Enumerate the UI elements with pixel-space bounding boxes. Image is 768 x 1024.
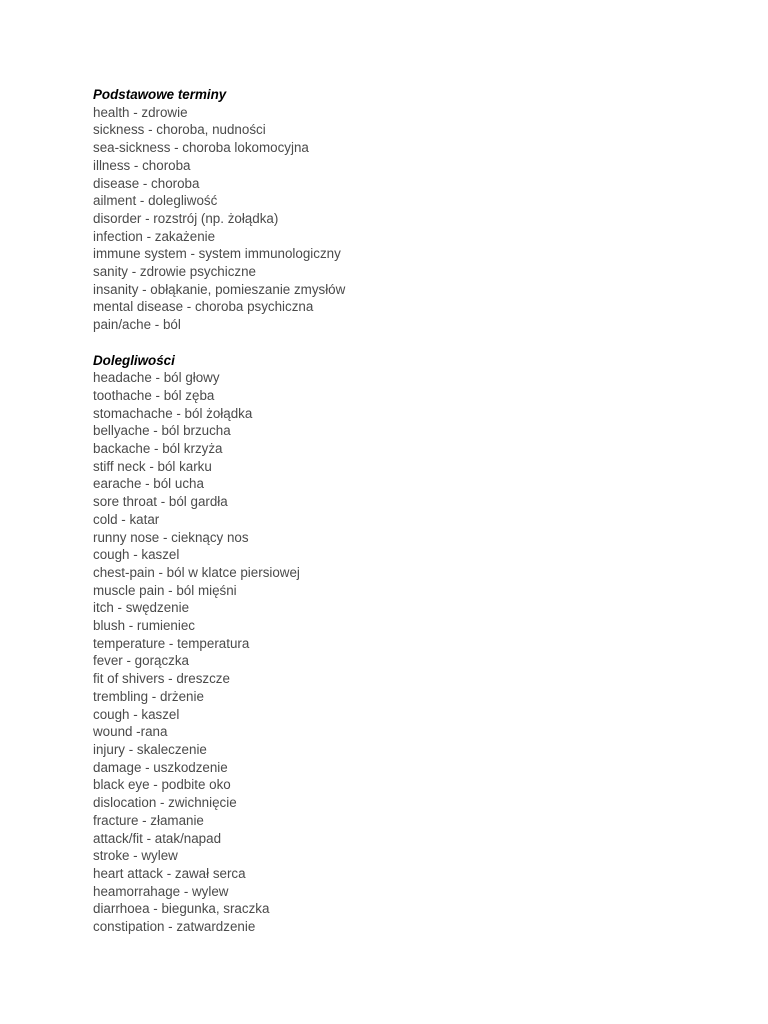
vocabulary-entry: temperature - temperatura: [93, 635, 250, 651]
vocabulary-entry: ailment - dolegliwość: [93, 193, 218, 209]
vocabulary-entry: attack/fit - atak/napad: [93, 830, 222, 846]
vocabulary-entry: bellyache - ból brzucha: [93, 423, 231, 439]
vocabulary-entry: chest-pain - ból w klatce piersiowej: [93, 564, 300, 580]
vocabulary-entry: health - zdrowie: [93, 104, 188, 120]
vocabulary-entry: heamorrahage - wylew: [93, 883, 229, 899]
vocabulary-entry: damage - uszkodzenie: [93, 759, 228, 775]
vocabulary-entry: disease - choroba: [93, 175, 200, 191]
vocabulary-entry: sea-sickness - choroba lokomocyjna: [93, 140, 309, 156]
vocabulary-entry: stroke - wylew: [93, 848, 178, 864]
vocabulary-entry: sanity - zdrowie psychiczne: [93, 264, 256, 280]
vocabulary-entry: disorder - rozstrój (np. żołądka): [93, 210, 279, 226]
section-spacer: [93, 334, 733, 352]
vocabulary-entry: stiff neck - ból karku: [93, 458, 212, 474]
vocabulary-entry: toothache - ból zęba: [93, 387, 215, 403]
vocabulary-entry: trembling - drżenie: [93, 688, 204, 704]
vocabulary-entry: immune system - system immunologiczny: [93, 246, 341, 262]
vocabulary-entry: backache - ból krzyża: [93, 441, 223, 457]
vocabulary-entry: mental disease - choroba psychiczna: [93, 299, 314, 315]
vocabulary-entry: diarrhoea - biegunka, sraczka: [93, 901, 270, 917]
vocabulary-entry: injury - skaleczenie: [93, 742, 207, 757]
vocabulary-entry: cold - katar: [93, 511, 160, 527]
vocabulary-entry: constipation - zatwardzenie: [93, 919, 256, 935]
vocabulary-entry: heart attack - zawał serca: [93, 865, 246, 881]
vocabulary-entry: itch - swędzenie: [93, 600, 190, 616]
vocabulary-entry: fracture - złamanie: [93, 812, 204, 828]
vocabulary-entry: insanity - obłąkanie, pomieszanie zmysłów: [93, 281, 346, 297]
vocabulary-entry: illness - choroba: [93, 157, 191, 173]
vocabulary-entry: cough - kaszel: [93, 547, 180, 563]
vocabulary-entry: sore throat - ból gardła: [93, 494, 228, 510]
vocabulary-entry: muscle pain - ból mięśni: [93, 582, 237, 598]
vocabulary-entry: dislocation - zwichnięcie: [93, 795, 237, 811]
vocabulary-entry: wound -rana: [93, 724, 168, 740]
vocabulary-section: [93, 86, 733, 334]
vocabulary-entry: blush - rumieniec: [93, 618, 195, 634]
document-page: [93, 86, 733, 936]
vocabulary-entry: headache - ból głowy: [93, 370, 220, 386]
vocabulary-entry: runny nose - cieknący nos: [93, 529, 249, 545]
vocabulary-entry: earache - ból ucha: [93, 476, 204, 492]
vocabulary-entry: fit of shivers - dreszcze: [93, 671, 230, 687]
vocabulary-section: [93, 352, 733, 936]
vocabulary-entry: fever - gorączka: [93, 653, 190, 669]
vocabulary-entry: cough - kaszel: [93, 706, 180, 722]
section-heading: Dolegliwości: [93, 352, 175, 368]
section-heading: Podstawowe terminy: [93, 87, 227, 102]
vocabulary-entry: pain/ache - ból: [93, 317, 181, 333]
vocabulary-entry: infection - zakażenie: [93, 228, 216, 244]
vocabulary-entry: black eye - podbite oko: [93, 777, 231, 793]
vocabulary-entry: sickness - choroba, nudności: [93, 122, 266, 138]
vocabulary-entry: stomachache - ból żołądka: [93, 405, 253, 421]
